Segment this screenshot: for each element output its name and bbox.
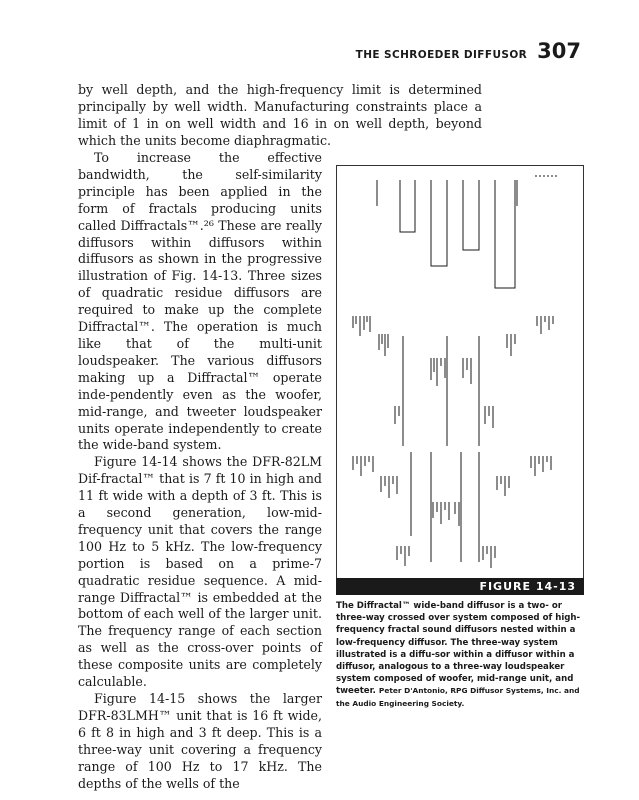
page-number: 307 [537,39,581,63]
diffractal-diagram [337,166,583,578]
left-text-column [78,150,322,792]
figure-caption-text: The Diffractal™ wide-band diffusor is a two- or three-way crossed over system composed of high-frequency fractal sound diffusors nested within a low-frequency diffusor. The three-way system illustrated is a diffu-sor within a diffusor within a diffusor, analogous to a three-way loudspeaker system composed of woofer, mid-range unit, and tweeter. [336,601,581,697]
top-paragraph-block [78,82,482,150]
paragraph-1: To increase the effective bandwidth, the self-similarity principle has been applied in the form of fractals producing units called Diffractals™.²⁶ These are really diffusors within diffusors within diffusors as shown in the progressive illustration of Fig. 14-13. Three sizes of quadratic residue diffusors are required to make up the complete Diffractal™. The operation is much like that of the multi-unit loudspeaker. The various diffusors making up a Diffractal™ operate inde-pendently even as the woofer, mid-range, and tweeter loudspeaker units operate independently to create the wide-band system. [78,150,322,453]
stage-3-diffusor [353,452,551,568]
stage-2-diffusor [353,316,553,446]
stage-1-diffusor [377,176,559,288]
figure-credit: Peter D'Antonio, RPG Diffusor Systems, Inc. and the Audio Engineering Society. [336,686,580,708]
running-head-title: THE SCHROEDER DIFFUSOR [355,49,528,61]
paragraph-3: Figure 14-15 shows the larger DFR-83LMH™ unit that is 16 ft wide, 6 ft 8 in high and 3 ft deep. This is a three-way unit covering a frequency range of 100 Hz to 17 kHz. The depths of the wells of the [78,691,322,791]
figure-diagram [336,165,584,595]
figure-label: FIGURE 14-13 [336,578,584,595]
running-header [356,40,581,62]
paragraph-2: Figure 14-14 shows the DFR-82LM Dif-fractal™ that is 7 ft 10 in high and 11 ft wide with a depth of 3 ft. This is a second generation, low-mid-frequency unit that covers the range 100 Hz to 5 kHz. The low-frequency portion is based on a prime-7 quadratic residue sequence. A mid-range Diffractal™ is embedded at the bottom of each well of the larger unit. The frequency range of each section as well as the cross-over points of these composite units are completely calculable. [78,454,322,690]
top-paragraph: by well depth, and the high-frequency limit is determined principally by well width. Manufacturing constraints place a limit of 1 in on well width and 16 in on well depth, beyond which the units become diaphragmatic. [78,82,482,148]
figure-caption [336,600,584,710]
